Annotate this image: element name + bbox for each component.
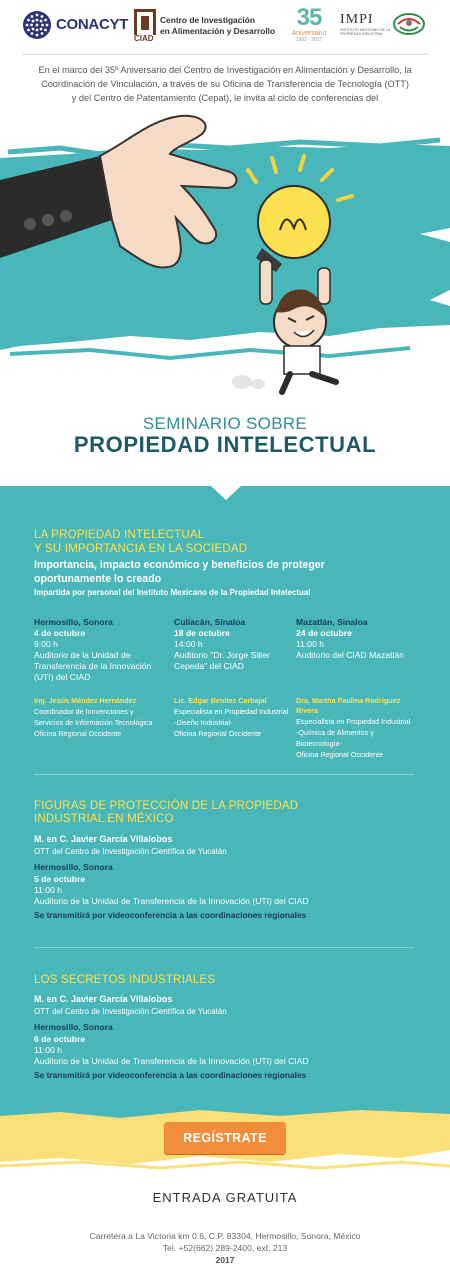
speaker-name: Lic. Edgar Benítez Carbajal: [174, 696, 267, 705]
venue-place: (UTI) del CIAD: [34, 672, 91, 682]
speaker-role: Servicios de Información Tecnológica: [34, 718, 153, 727]
ciad-name-line1: Centro de Investigación: [160, 15, 255, 25]
speaker-role: Oficina Regional Occidente: [174, 729, 262, 738]
impi-logo: [340, 6, 432, 44]
ciad-abbr: CIAD: [134, 34, 154, 43]
venue-date: 18 de octubre: [174, 628, 230, 638]
anniversary-number: 35: [296, 4, 322, 31]
speaker-role: Oficina Regional Occidente: [296, 750, 384, 759]
section-divider: [34, 774, 414, 775]
section2-heading-line1: FIGURAS DE PROTECCIÓN DE LA PROPIEDAD: [34, 800, 299, 812]
footer-phone: Tel. +52(662) 289-2400, ext. 213: [162, 1243, 288, 1253]
dust-cloud-icon: [232, 375, 252, 389]
seminar-title-line2: PROPIEDAD INTELECTUAL: [73, 432, 377, 457]
man-arm: [318, 268, 330, 304]
section3-speaker: M. en C. Javier García Villalobos: [34, 994, 173, 1004]
brush-stroke-bottom: [10, 348, 410, 358]
section2-heading: [34, 800, 298, 826]
section1-subtitle-line1: Importancia, impacto económico y beneficios de proteger: [34, 559, 325, 571]
speaker-rodriguez: [296, 696, 420, 760]
dust-cloud-icon: [251, 379, 265, 389]
ciad-logo: [134, 6, 284, 44]
venue-hermosillo: [34, 617, 164, 683]
section2-city: Hermosillo, Sonora: [34, 862, 113, 872]
man-arm: [260, 260, 272, 304]
impi-eagle-icon: [392, 12, 426, 36]
anniversary-logo: [284, 6, 334, 44]
anniversary-word: Aniversario: [291, 30, 327, 37]
man-legs: [282, 374, 336, 392]
venue-place: Cepeda" del CIAD: [174, 661, 244, 671]
impi-logo-text: IMPI: [340, 12, 374, 27]
conacyt-logo-text: CONACYT: [56, 16, 129, 33]
section3-city: Hermosillo, Sonora: [34, 1022, 113, 1032]
section3-place: Auditorio de la Unidad de Transferencia de la Innovación (UTI) del CIAD: [34, 1056, 309, 1066]
section3-date: 6 de octubre: [34, 1034, 86, 1044]
speaker-mendez: [34, 696, 172, 739]
venue-mazatlan: [296, 617, 426, 661]
intro-text: En el marco del 35º Aniversario del Centro de Investigación en Alimentación y Desarrollo, la Coordinación de Vinculación, a través de su Oficina de Transferencia de Tecnología (OTT) y del Centro de Patentamiento (Cepat), le invita al ciclo de conferencias del: [38, 65, 412, 103]
venue-place: Auditorio "Dr. Jorge Siller: [174, 650, 270, 660]
ciad-mark-icon: [134, 9, 156, 35]
speaker-name: Ing. Jesús Méndez Hernández: [34, 696, 137, 705]
footer-address: [0, 1230, 450, 1266]
section2-speaker: M. en C. Javier García Villalobos: [34, 834, 173, 844]
speaker-role: Coordinador de Innvenciones y: [34, 707, 134, 716]
conacyt-logo: [22, 6, 129, 44]
logo-bar: [22, 6, 430, 44]
venue-date: 4 de octubre: [34, 628, 86, 638]
section1-heading: [34, 528, 247, 556]
section-divider: [34, 947, 414, 948]
cufflink-icon: [60, 210, 72, 222]
section2-date: 5 de octubre: [34, 874, 86, 884]
section2-place: Auditorio de la Unidad de Transferencia de la Innovación (UTI) del CIAD: [34, 896, 309, 906]
ciad-name-line2: en Alimentación y Desarrollo: [160, 26, 276, 36]
venue-time: 9:00 h: [34, 639, 58, 649]
header-divider: [22, 54, 428, 55]
section1-heading-line2: Y SU IMPORTANCIA EN LA SOCIEDAD: [34, 543, 248, 555]
venue-date: 24 de octubre: [296, 628, 352, 638]
venue-city: Culiacán, Sinaloa: [174, 617, 246, 627]
venue-city: Hermosillo, Sonora: [34, 617, 113, 627]
section3-time: 11:00 h: [34, 1045, 63, 1055]
man-shirt: [284, 346, 320, 374]
venue-place: Auditorio del CIAD Mazatlán: [296, 650, 404, 660]
venue-place: Auditorio de la Unidad de: [34, 650, 131, 660]
speaker-role: Especialista en Propiedad Industrial: [174, 707, 289, 716]
section1-subtitle-line2: oportunamente lo creado: [34, 573, 162, 585]
cufflink-icon: [24, 218, 36, 230]
speaker-name: Dra. Martha Paulina Rodríguez Rivera: [296, 696, 401, 715]
section3-broadcast-note: Se transmitirá por videoconferencia a las coordinaciones regionales: [34, 1070, 307, 1080]
speaker-role: Especialista en Propiedad Industrial: [296, 717, 411, 726]
section2-broadcast-note: Se transmitirá por videoconferencia a las coordinaciones regionales: [34, 910, 307, 920]
cufflink-icon: [42, 214, 54, 226]
speaker-benitez: [174, 696, 312, 739]
hero-illustration: [0, 110, 450, 410]
section2-affiliation: OTT del Centro de Investigación Científica de Yucatán: [34, 847, 227, 856]
venue-place: Transferencia de la Innovación: [34, 661, 152, 671]
footer-address-line: Carretera a La Victoria km 0.6, C.P. 83304, Hermosillo, Sonora, México: [89, 1231, 361, 1241]
venue-culiacan: [174, 617, 304, 672]
seminar-title-line1: SEMINARIO SOBRE: [142, 414, 308, 433]
impi-logo-subtitle: INSTITUTO MEXICANO DE LA PROPIEDAD INDUSTRIAL: [340, 28, 391, 37]
panel-notch: [211, 486, 241, 500]
section3-affiliation: OTT del Centro de Investigación Científica de Yucatán: [34, 1007, 227, 1016]
section1-presenter-note: Impartida por personal del Instituto Mexicano de la Propiedad Intelectual: [34, 588, 311, 597]
venue-time: 11:00 h: [296, 639, 325, 649]
light-bulb-icon: [258, 186, 330, 258]
speaker-role: -Diseño Industrial-: [174, 718, 233, 727]
speaker-role: Oficina Regional Occidente: [34, 729, 122, 738]
anniversary-years: 1982 - 2017: [295, 37, 323, 43]
register-button[interactable]: REGÍSTRATE: [164, 1122, 286, 1154]
venue-city: Mazatlán, Sinaloa: [296, 617, 368, 627]
section1-heading-line1: LA PROPIEDAD INTELECTUAL: [34, 529, 205, 541]
section2-time: 11:00 h: [34, 885, 63, 895]
footer-year: 2017: [215, 1255, 235, 1265]
venue-time: 14:00 h: [174, 639, 203, 649]
conacyt-globe-icon: [22, 10, 52, 40]
free-entry-text: ENTRADA GRATUITA: [152, 1190, 298, 1205]
speaker-role: -Química de Alimentos y Biotecnología-: [296, 728, 374, 748]
section2-heading-line2: INDUSTRIAL EN MÉXICO: [34, 813, 174, 825]
section3-heading: LOS SECRETOS INDUSTRIALES: [34, 974, 216, 986]
section1-subtitle: [34, 558, 344, 586]
